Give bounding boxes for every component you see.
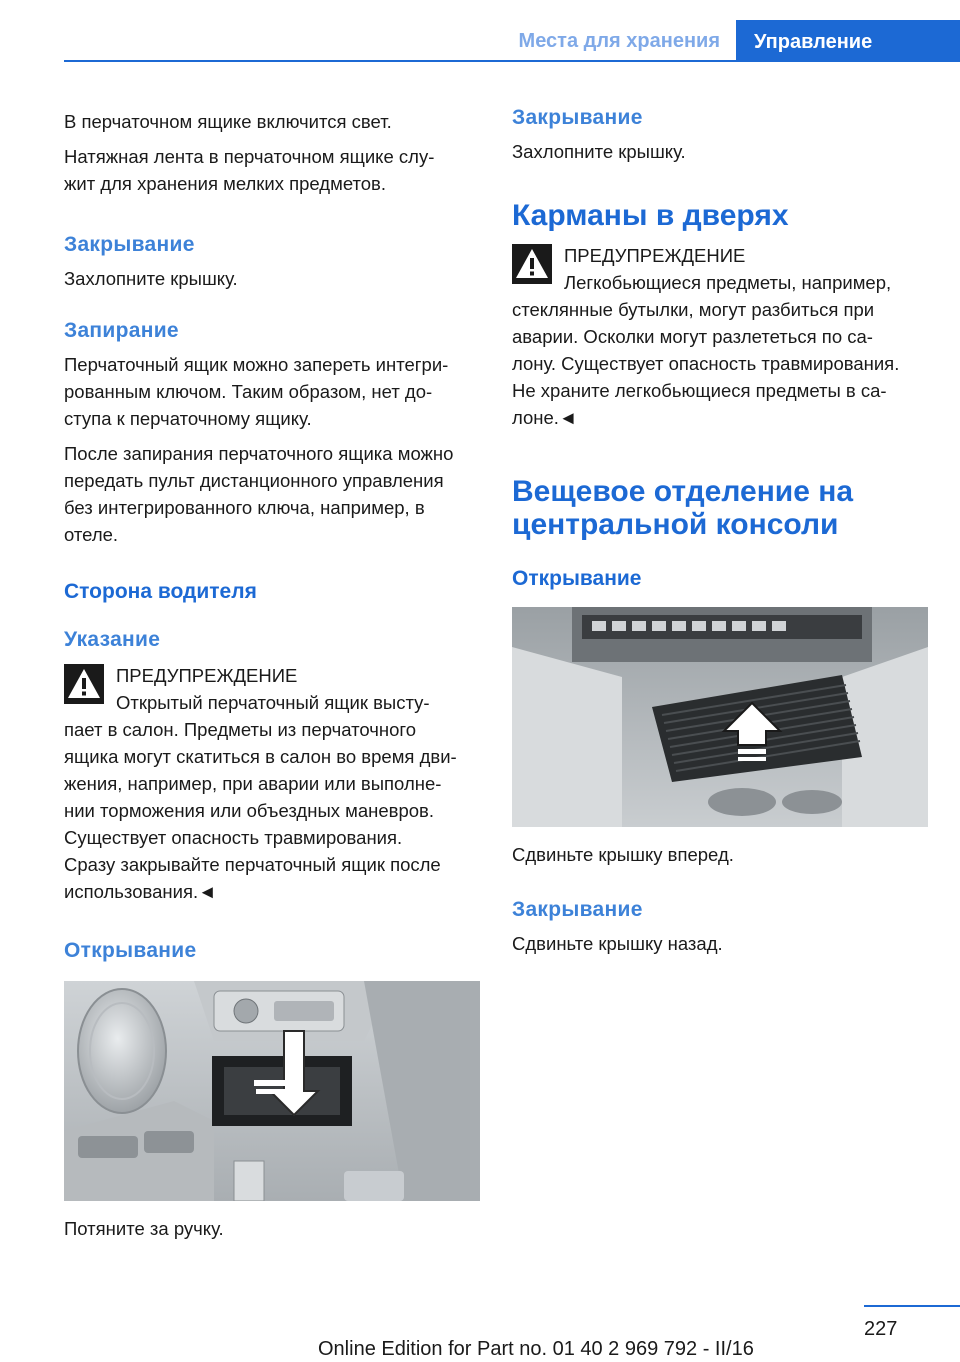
glovebox-illustration [64,981,480,1201]
caption-pull-handle: Потяните за ручку. [64,1218,224,1239]
header-rule [64,60,960,62]
paragraph-locking-1 [64,351,480,432]
text: рованным ключом. Таким образом, нет до‐ [64,381,433,402]
text: Легкобьющиеся предметы, например, [564,272,892,293]
text: без интегрированного ключа, например, в [64,497,425,518]
page-number: 227 [864,1318,898,1340]
text: стеклянные бутылки, могут разбиться при [512,299,875,320]
heading-door-pockets: Карманы в дверях [512,199,789,232]
caption-slide-forward: Сдвиньте крышку вперед. [512,844,734,865]
text: Перчаточный ящик можно запереть интегри‐ [64,354,449,375]
heading-note: Указание [64,628,161,651]
text: лону. Существует опасность травмирования. [512,353,900,374]
right-column [512,96,928,957]
text: Существует опасность травмирования. [64,827,403,848]
heading-opening: Открывание [64,939,197,962]
edition-note: Online Edition for Part no. 01 40 2 969 792 - II/16 [318,1338,754,1360]
warning-triangle-icon [512,244,552,284]
text: аварии. Осколки могут разлететься по са‐ [512,326,873,347]
text: лоне.◄ [512,407,578,428]
text: После запирания перчаточного ящика можно [64,443,454,464]
warning-title: ПРЕДУПРЕЖДЕНИЕ [564,245,746,266]
text: пает в салон. Предметы из перчаточного [64,719,417,740]
paragraph-strap [64,143,480,197]
text: отеле. [64,524,119,545]
warning-block-pockets [512,242,928,431]
paragraph-closing: Захлопните крышку. [64,268,238,289]
text: ящика могут скатиться в салон во время дви‐ [64,746,457,767]
text: Натяжная лента в перчаточном ящике слу‐ [64,146,435,167]
heading-center-console [512,475,928,541]
left-column [64,96,480,1242]
header-current-tab[interactable]: Управление [736,20,960,62]
header-section-tab[interactable]: Места для хранения [518,30,720,52]
text: центральной консоли [512,508,839,541]
warning-title: ПРЕДУПРЕЖДЕНИЕ [116,665,298,686]
heading-opening-right: Открывание [512,567,642,590]
paragraph-light [64,108,480,135]
text: жит для хранения мелких предметов. [64,173,387,194]
heading-closing-console: Закрывание [512,898,643,921]
text: жения, например, при аварии или выполне‐ [64,773,442,794]
heading-closing: Закрывание [64,233,195,256]
text: использования.◄ [64,881,217,902]
paragraph-slide-back: Сдвиньте крышку назад. [512,933,723,954]
heading-closing-right: Закрывание [512,106,643,129]
warning-block [64,662,480,905]
text: Открытый перчаточный ящик высту‐ [116,692,430,713]
footer-rule [864,1305,960,1307]
paragraph-closing-right: Захлопните крышку. [512,141,686,162]
heading-locking: Запирание [64,319,179,342]
text: нии торможения или объездных маневров. [64,800,435,821]
text: передать пульт дистанционного управления [64,470,444,491]
text: В перчаточном ящике включится свет. [64,111,392,132]
paragraph-locking-2 [64,440,480,548]
text: Вещевое отделение на [512,475,854,508]
text: Не храните легкобьющиеся предметы в са‐ [512,380,887,401]
warning-triangle-icon [64,664,104,704]
heading-driver-side: Сторона водителя [64,580,257,603]
console-illustration [512,607,928,827]
text: ступа к перчаточному ящику. [64,408,312,429]
text: Сразу закрывайте перчаточный ящик после [64,854,441,875]
